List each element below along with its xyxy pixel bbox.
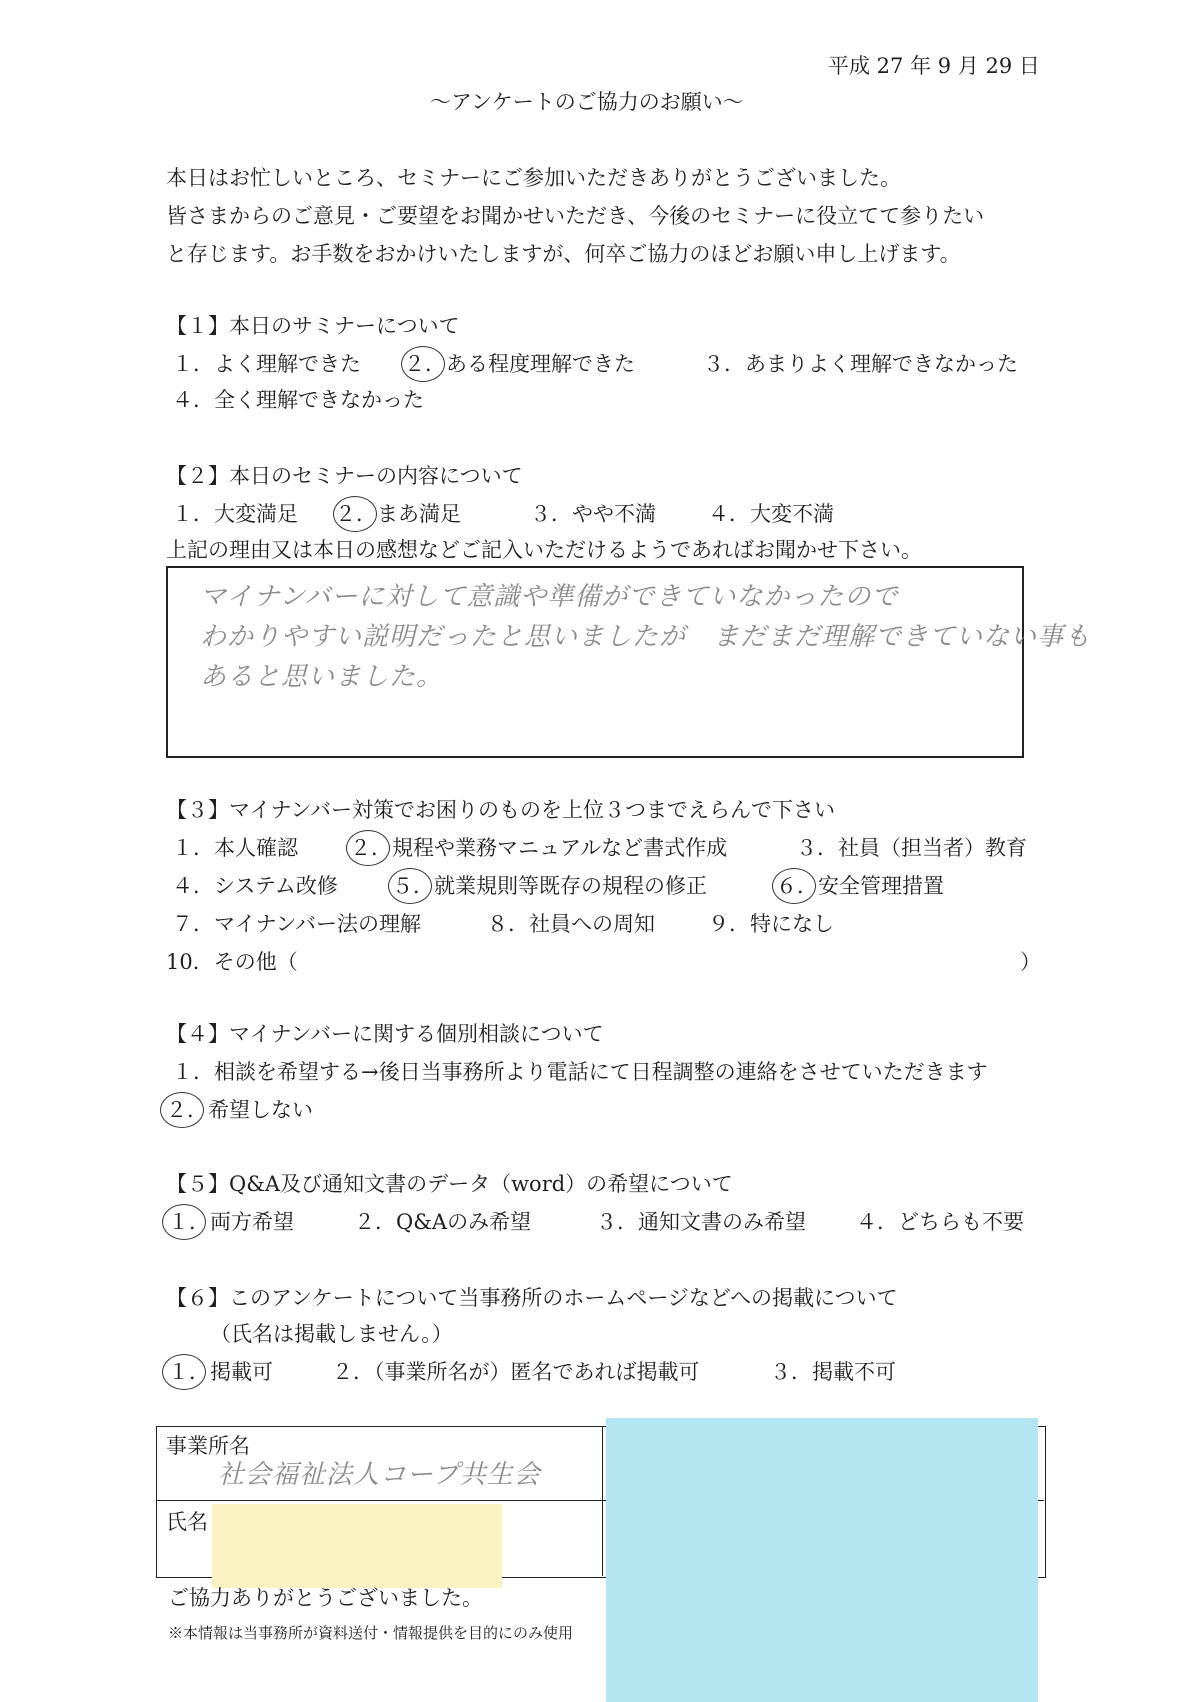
q1-option-3[interactable]: ３．あまりよく理解できなかった xyxy=(703,352,1018,376)
q4-selected-circle xyxy=(160,1092,204,1128)
q5-option-4[interactable]: ４．どちらも不要 xyxy=(856,1210,1024,1234)
q3-option-8[interactable]: ８．社員への周知 xyxy=(487,912,655,936)
q3-option-10[interactable]: 10．その他（ xyxy=(166,950,298,974)
q2-heading: 【２】本日のセミナーの内容について xyxy=(166,464,523,488)
q5-option-3[interactable]: ３．通知文書のみ希望 xyxy=(596,1210,806,1234)
q6-option-1[interactable]: １．掲載可 xyxy=(168,1360,273,1384)
q4-option-1[interactable]: １．相談を希望する→後日当事務所より電話にて日程調整の連絡をさせていただきます xyxy=(172,1060,988,1084)
q2-option-1[interactable]: １．大変満足 xyxy=(172,502,298,526)
q3-option-10-close: ） xyxy=(1020,950,1041,974)
q3-selected-circle-2 xyxy=(346,830,390,866)
thanks-text: ご協力ありがとうございました。 xyxy=(168,1586,483,1610)
q2-selected-circle xyxy=(333,496,377,532)
q4-option-2[interactable]: ２．希望しない xyxy=(166,1098,313,1122)
q1-option-1[interactable]: １．よく理解できた xyxy=(172,352,361,376)
office-label: 事業所名 xyxy=(166,1434,250,1458)
q3-heading: 【３】マイナンバー対策でお困りのものを上位３つまでえらんで下さい xyxy=(166,798,836,822)
q3-option-5[interactable]: ５．就業規則等既存の規程の修正 xyxy=(392,874,707,898)
q2-option-2[interactable]: ２．まあ満足 xyxy=(335,502,461,526)
table-column-divider xyxy=(602,1426,603,1576)
q3-selected-circle-5 xyxy=(388,868,432,904)
q6-option-2[interactable]: ２．（事業所名が）匿名であれば掲載可 xyxy=(332,1360,700,1384)
q3-option-9[interactable]: ９．特になし xyxy=(708,912,834,936)
intro-line-2: 皆さまからのご意見・ご要望をお聞かせいただき、今後のセミナーに役立てて参りたい xyxy=(166,204,985,228)
comment-box[interactable] xyxy=(166,566,1092,758)
q3-option-6[interactable]: ６．安全管理措置 xyxy=(776,874,944,898)
q2-option-4[interactable]: ４．大変不満 xyxy=(708,502,834,526)
office-name-value[interactable]: 社会福祉法人コープ共生会 xyxy=(218,1460,541,1490)
intro-line-3: と存じます。お手数をおかけいたしますが、何卒ご協力のほどお願い申し上げます。 xyxy=(166,242,961,266)
q5-option-1[interactable]: １．両方希望 xyxy=(168,1210,294,1234)
q1-heading: 【１】本日のサミナーについて xyxy=(166,314,460,338)
intro-line-1: 本日はお忙しいところ、セミナーにご参加いただきありがとうございました。 xyxy=(166,166,901,190)
q3-option-1[interactable]: １．本人確認 xyxy=(172,836,298,860)
survey-date: 平成 27 年 9 月 29 日 xyxy=(828,54,1040,78)
q6-selected-circle xyxy=(162,1354,206,1390)
comment-line-2: わかりやすい説明だったと思いましたが まだまだ理解できていない事も xyxy=(200,622,1092,652)
q3-option-4[interactable]: ４．システム改修 xyxy=(172,874,338,898)
comment-line-3: あると思いました。 xyxy=(200,662,444,692)
q6-heading: 【６】このアンケートについて当事務所のホームページなどへの掲載について xyxy=(166,1286,898,1310)
q5-option-2[interactable]: ２．Q&Aのみ希望 xyxy=(354,1210,532,1234)
q4-heading: 【４】マイナンバーに関する個別相談について xyxy=(166,1022,604,1046)
q3-option-7[interactable]: ７．マイナンバー法の理解 xyxy=(172,912,422,936)
q6-note: （氏名は掲載しません。） xyxy=(210,1322,453,1346)
q3-selected-circle-6 xyxy=(772,868,816,904)
q3-option-2[interactable]: ２．規程や業務マニュアルなど書式作成 xyxy=(350,836,728,860)
q6-option-3[interactable]: ３．掲載不可 xyxy=(770,1360,896,1384)
q2-prompt: 上記の理由又は本日の感想などご記入いただけるようであればお聞かせ下さい。 xyxy=(166,538,922,562)
stamp-redaction xyxy=(606,1418,1038,1702)
q5-selected-circle xyxy=(162,1204,206,1240)
q1-selected-circle xyxy=(401,346,445,382)
q5-heading: 【５】Q&A及び通知文書のデータ（word）の希望について xyxy=(166,1172,733,1196)
q2-option-3[interactable]: ３．やや不満 xyxy=(530,502,656,526)
name-redaction xyxy=(212,1504,502,1588)
comment-line-1: マイナンバーに対して意識や準備ができていなかったので xyxy=(200,582,899,612)
survey-title: ～アンケートのご協力のお願い～ xyxy=(430,90,744,114)
q3-option-3[interactable]: ３．社員（担当者）教育 xyxy=(796,836,1027,860)
privacy-note: ※本情報は当事務所が資料送付・情報提供を目的にのみ使用 xyxy=(168,1624,574,1642)
name-label: 氏名 xyxy=(166,1510,208,1534)
q1-option-2[interactable]: ２．ある程度理解できた xyxy=(404,352,635,376)
q1-option-4[interactable]: ４．全く理解できなかった xyxy=(172,388,424,412)
